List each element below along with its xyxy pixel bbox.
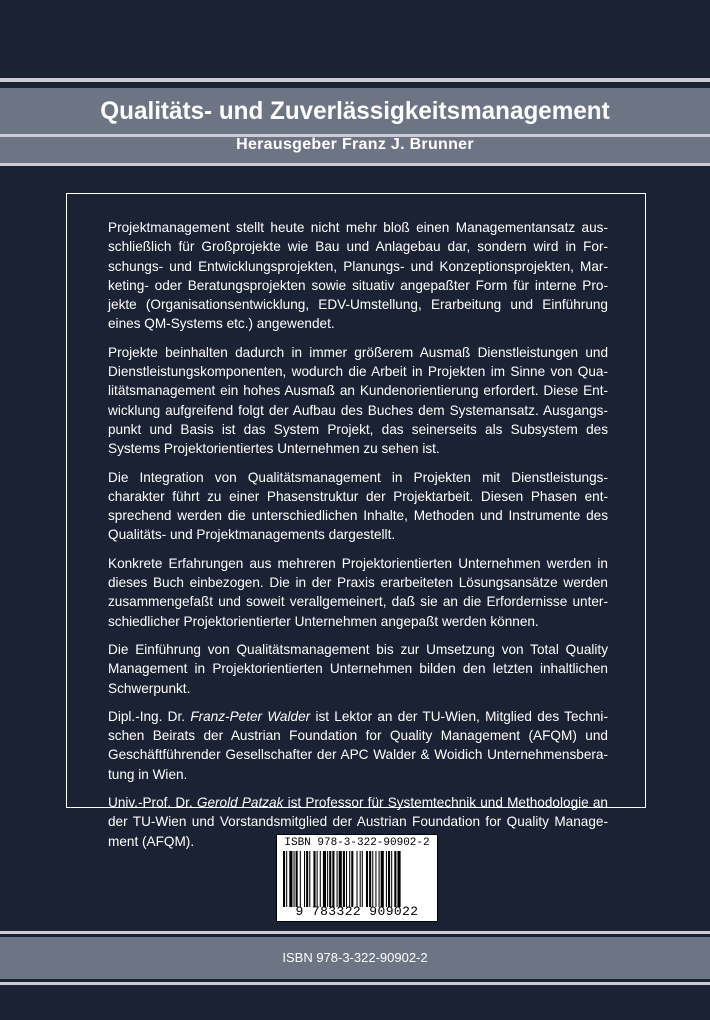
barcode-bar [289, 851, 292, 907]
barcode-digits: 9 783322 909022 [295, 904, 419, 919]
barcode-bar [332, 851, 334, 907]
barcode-bar [360, 851, 361, 907]
barcode-bar [306, 851, 308, 907]
top-rule-1 [0, 78, 710, 82]
bottom-rule-1 [0, 931, 710, 934]
bottom-rule-2 [0, 982, 710, 985]
barcode-bar [362, 851, 363, 907]
barcode-bar [357, 851, 358, 907]
author-walder-bio: ist Lektor an der TU-Wien, Mitglied des Technischen Beirats der Austrian Foundation for Quality Management (AFQM) und Geschäftführender Gesellschafter der APC Walder & Woidich Unternehmensberatung in Wien. [108, 708, 608, 782]
barcode-bar [372, 851, 373, 907]
barcode-bar [294, 851, 295, 907]
paragraph-3: Die Integration von Qualitätsmanagement in Projekten mit Dienstleistungscharakter führt zu einer Phasenstruktur der Projektarbeit. Diesen Phasen entsprechend werden die unterschiedlichen Inhalte, Methoden und Instrumente des Qualitäts- und Projektmanagements dargestellt. [108, 469, 608, 543]
barcode-bar [304, 851, 305, 907]
barcode-bar [386, 851, 387, 907]
series-editor: Herausgeber Franz J. Brunner [236, 136, 474, 153]
barcode-bar [349, 851, 350, 907]
barcode-bar [337, 851, 338, 907]
barcode-bar [313, 851, 315, 907]
paragraph-4: Konkrete Erfahrungen aus mehreren Projektorientierten Unternehmen werden in dieses Buch einbezogen. Die in der Praxis erarbeiteten Lösungsansätze werden zusammengefaßt und soweit verallgemeinert, daß sie an die Erfordernisse unterschiedlicher Projektorientierter Unternehmen angepaßt werden können. [108, 555, 608, 629]
barcode-bar [369, 851, 371, 907]
barcode-bar [329, 851, 331, 907]
paragraph-1: Projektmanagement stellt heute nicht mehr bloß einen Managementansatz ausschließlich für Großprojekte wie Bau und Anlagebau dar, sondern wird in Forschungs- und Entwicklungsprojekten, Planungs- und Konzeptionsprojekten, Marketing- oder Beratungsprojekten sowie situativ angepaßter Form für interne Projekte (Organisationsentwicklung, EDV-Umstellung, Erarbeitung und Einführung eines QM-Systems etc.) angewendet. [108, 220, 608, 332]
barcode-bar [375, 851, 376, 907]
barcode-bar [339, 851, 342, 907]
footer-isbn: ISBN 978-3-322-90902-2 [282, 950, 428, 965]
barcode [276, 834, 438, 922]
barcode-bar [397, 851, 400, 907]
barcode-bar [379, 851, 380, 907]
blurb-text [108, 218, 608, 860]
barcode-bar [327, 851, 328, 907]
barcode-bar [391, 851, 392, 907]
barcode-bar [323, 851, 326, 907]
author-patzak-title: Univ.-Prof. Dr. [108, 795, 197, 811]
top-rule-3 [0, 163, 710, 166]
barcode-bar [343, 851, 345, 907]
barcode-bar [317, 851, 318, 907]
paragraph-2: Projekte beinhalten dadurch in immer größerem Ausmaß Dienstleistungen und Dienstleistungskomponenten, wodurch die Arbeit in Projekten im Sinne von Qualitätsmanagement ein hohes Ausmaß an Kundenorientierung erfordert. Diese Entwicklung aufgreifend folgt der Aufbau des Buches dem Systemansatz. Ausgangspunkt und Basis ist das System Projekt, das seinerseits als Subsystem des Systems Projektorientiertes Unternehmen zu sehen ist. [108, 344, 608, 457]
barcode-bar [394, 851, 396, 907]
author-patzak-name: Gerold Patzak [196, 795, 284, 811]
barcode-bar [309, 851, 310, 907]
series-title: Qualitäts- und Zuverlässigkeitsmanagement [100, 97, 610, 125]
barcode-bar [283, 851, 285, 907]
barcode-isbn-label: ISBN 978-3-322-90902-2 [284, 837, 430, 849]
author-walder-title: Dipl.-Ing. Dr. [108, 708, 191, 724]
barcode-bar [296, 851, 298, 907]
paragraph-5: Die Einführung von Qualitätsmanagement bis zur Umsetzung von Total Quality Management in Projektorientierten Unternehmen bilden den letzten inhaltlichen Schwerpunkt. [108, 641, 608, 696]
barcode-bar [351, 851, 353, 907]
barcode-bar [320, 851, 321, 907]
paragraph-author-walder [108, 707, 608, 784]
barcode-bar [346, 851, 347, 907]
barcode-bars [283, 851, 433, 907]
barcode-bar [381, 851, 384, 907]
barcode-bar [366, 851, 368, 907]
barcode-bar [388, 851, 390, 907]
author-walder-name: Franz-Peter Walder [190, 708, 311, 724]
barcode-bar [286, 851, 287, 907]
barcode-bar [300, 851, 301, 907]
author-patzak-bio: ist Professor für Systemtechnik und Methodologie an der TU-Wien und Vorstandsmitglied der Austrian Foundation for Quality Management (AFQM). [108, 795, 608, 849]
